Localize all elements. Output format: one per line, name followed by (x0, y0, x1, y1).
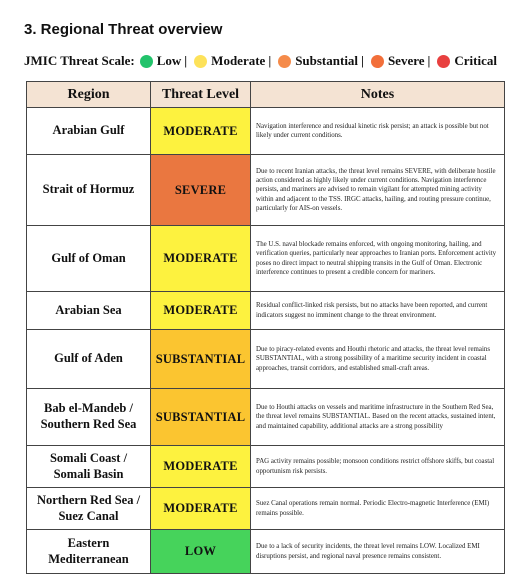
table-row (27, 488, 505, 530)
low-indicator-dot (140, 55, 153, 68)
notes-cell: Suez Canal operations remain normal. Periodic Electro-magnetic Interference (EMI) remains possible. (251, 488, 505, 530)
threat-level-column-header: Threat Level (151, 82, 251, 108)
legend-substantial-label: Substantial (295, 53, 359, 68)
region-cell: Gulf of Aden (27, 330, 151, 389)
notes-cell: The U.S. naval blockade remains enforced, with ongoing monitoring, hailing, and verification queries, particularly near approaches to Iranian ports. Enforcement activity poses no direct impact to neutral shipping transits in the Gulf of Oman. Electronic interference continues to present a credible concern for mariners. (251, 226, 505, 292)
threat-level-cell: MODERATE (151, 226, 251, 292)
threat-scale-label: JMIC Threat Scale: (24, 53, 135, 68)
substantial-indicator-dot (278, 55, 291, 68)
notes-cell: Due to a lack of security incidents, the threat level remains LOW. Localized EMI disruptions persist, and regional naval presence remains consistent. (251, 530, 505, 574)
threat-level-cell: MODERATE (151, 292, 251, 330)
notes-cell: Due to recent Iranian attacks, the threat level remains SEVERE, with deliberate hostile action considered as highly likely under current conditions. Navigation interference persists, and mariners are advised to remain vigilant for attempted mining activity within and adjacent to the TSS. IRGC attacks, hailing, and routing pressure continue, particularly for AIS-on vessels. (251, 155, 505, 226)
region-cell: Strait of Hormuz (27, 155, 151, 226)
table-row (27, 330, 505, 389)
notes-cell: Residual conflict-linked risk persists, but no attacks have been reported, and current indicators suggest no imminent change to the threat environment. (251, 292, 505, 330)
legend-severe-label: Severe (387, 53, 425, 68)
threat-scale-legend (24, 52, 497, 70)
legend-low-label: Low (156, 53, 182, 68)
table-row (27, 530, 505, 574)
region-cell: Somali Coast / Somali Basin (27, 446, 151, 488)
legend-critical-label: Critical (454, 53, 497, 68)
notes-cell: Navigation interference and residual kinetic risk persist; an attack is possible but not likely under current conditions. (251, 108, 505, 155)
legend-separator: | (361, 53, 364, 68)
notes-cell: Due to piracy-related events and Houthi rhetoric and attacks, the threat level remains SUBSTANTIAL, with a strong possibility of a maritime security incident in coastal approaches, transit corridors, and established small-craft areas. (251, 330, 505, 389)
threat-level-cell: MODERATE (151, 108, 251, 155)
threat-level-cell: SEVERE (151, 155, 251, 226)
legend-moderate-label: Moderate (211, 53, 266, 68)
region-cell: Eastern Mediterranean (27, 530, 151, 574)
table-row (27, 226, 505, 292)
region-column-header: Region (27, 82, 151, 108)
notes-cell: PAG activity remains possible; monsoon conditions restrict offshore skiffs, but coastal opportunism risk persists. (251, 446, 505, 488)
threat-level-cell: MODERATE (151, 446, 251, 488)
legend-separator: | (427, 53, 431, 68)
region-cell: Bab el-Mandeb / Southern Red Sea (27, 389, 151, 446)
region-cell: Northern Red Sea / Suez Canal (27, 488, 151, 530)
critical-indicator-dot (437, 55, 450, 68)
table-row (27, 155, 505, 226)
regional-threat-table (26, 81, 505, 574)
region-cell: Arabian Gulf (27, 108, 151, 155)
severe-indicator-dot (371, 55, 384, 68)
table-row (27, 108, 505, 155)
threat-level-cell: MODERATE (151, 488, 251, 530)
table-header-row (27, 82, 505, 108)
table-row (27, 389, 505, 446)
threat-level-cell: SUBSTANTIAL (151, 389, 251, 446)
moderate-indicator-dot (194, 55, 207, 68)
legend-separator: | (268, 53, 272, 68)
notes-cell: Due to Houthi attacks on vessels and maritime infrastructure in the Southern Red Sea, the threat level remains SUBSTANTIAL. Based on the recent attacks, sustained intent, and maintained capability, additional attacks are a strong possibility (251, 389, 505, 446)
table-row (27, 292, 505, 330)
threat-level-cell: SUBSTANTIAL (151, 330, 251, 389)
region-cell: Arabian Sea (27, 292, 151, 330)
legend-separator: | (184, 53, 188, 68)
threat-level-cell: LOW (151, 530, 251, 574)
notes-column-header: Notes (251, 82, 505, 108)
section-title: 3. Regional Threat overview (24, 21, 223, 38)
table-row (27, 446, 505, 488)
region-cell: Gulf of Oman (27, 226, 151, 292)
